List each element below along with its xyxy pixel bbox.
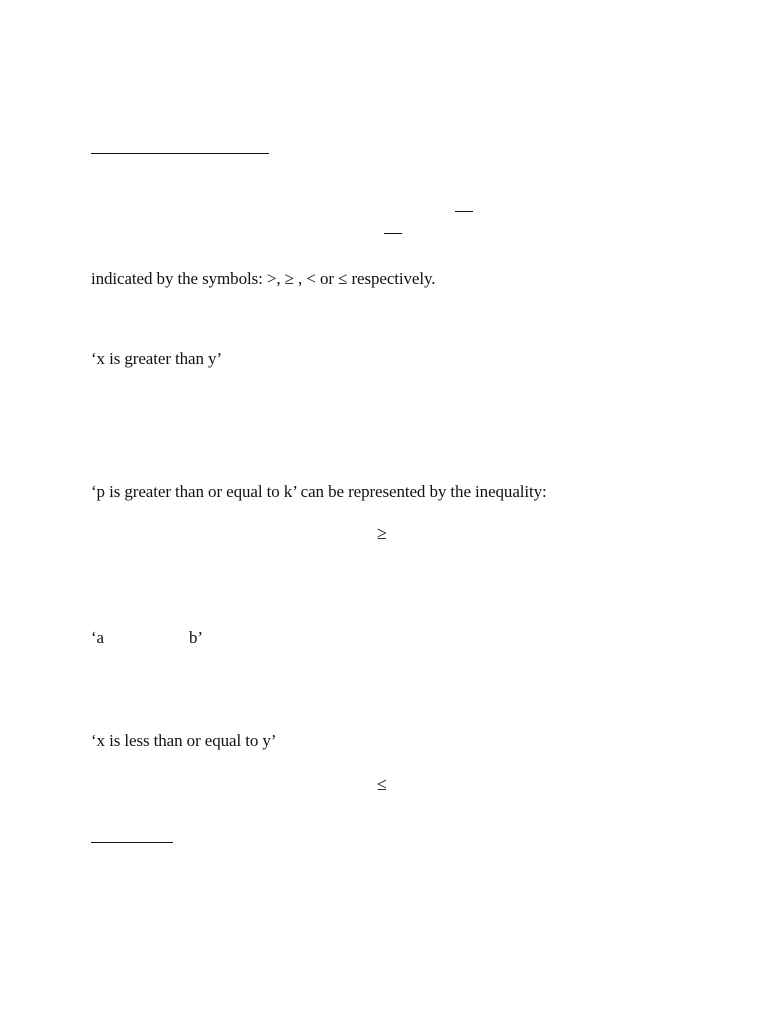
heading-underline [91,153,269,154]
fraction-bar-bottom [384,233,402,234]
example-less-or-equal: ‘x is less than or equal to y’ [91,731,277,750]
fraction-bar-top [455,211,473,212]
example-b-right: b’ [189,628,203,647]
section-underline [91,842,173,843]
example-greater-or-equal: ‘p is greater than or equal to k’ can be represented by the inequality: [91,482,547,501]
example-a-left: ‘a [91,628,105,647]
less-or-equal-symbol: ≤ [377,774,387,794]
symbols-sentence: indicated by the symbols: >, ≥ , < or ≤ respectively. [91,269,436,288]
example-greater-than: ‘x is greater than y’ [91,349,223,368]
greater-or-equal-symbol: ≥ [377,523,387,543]
